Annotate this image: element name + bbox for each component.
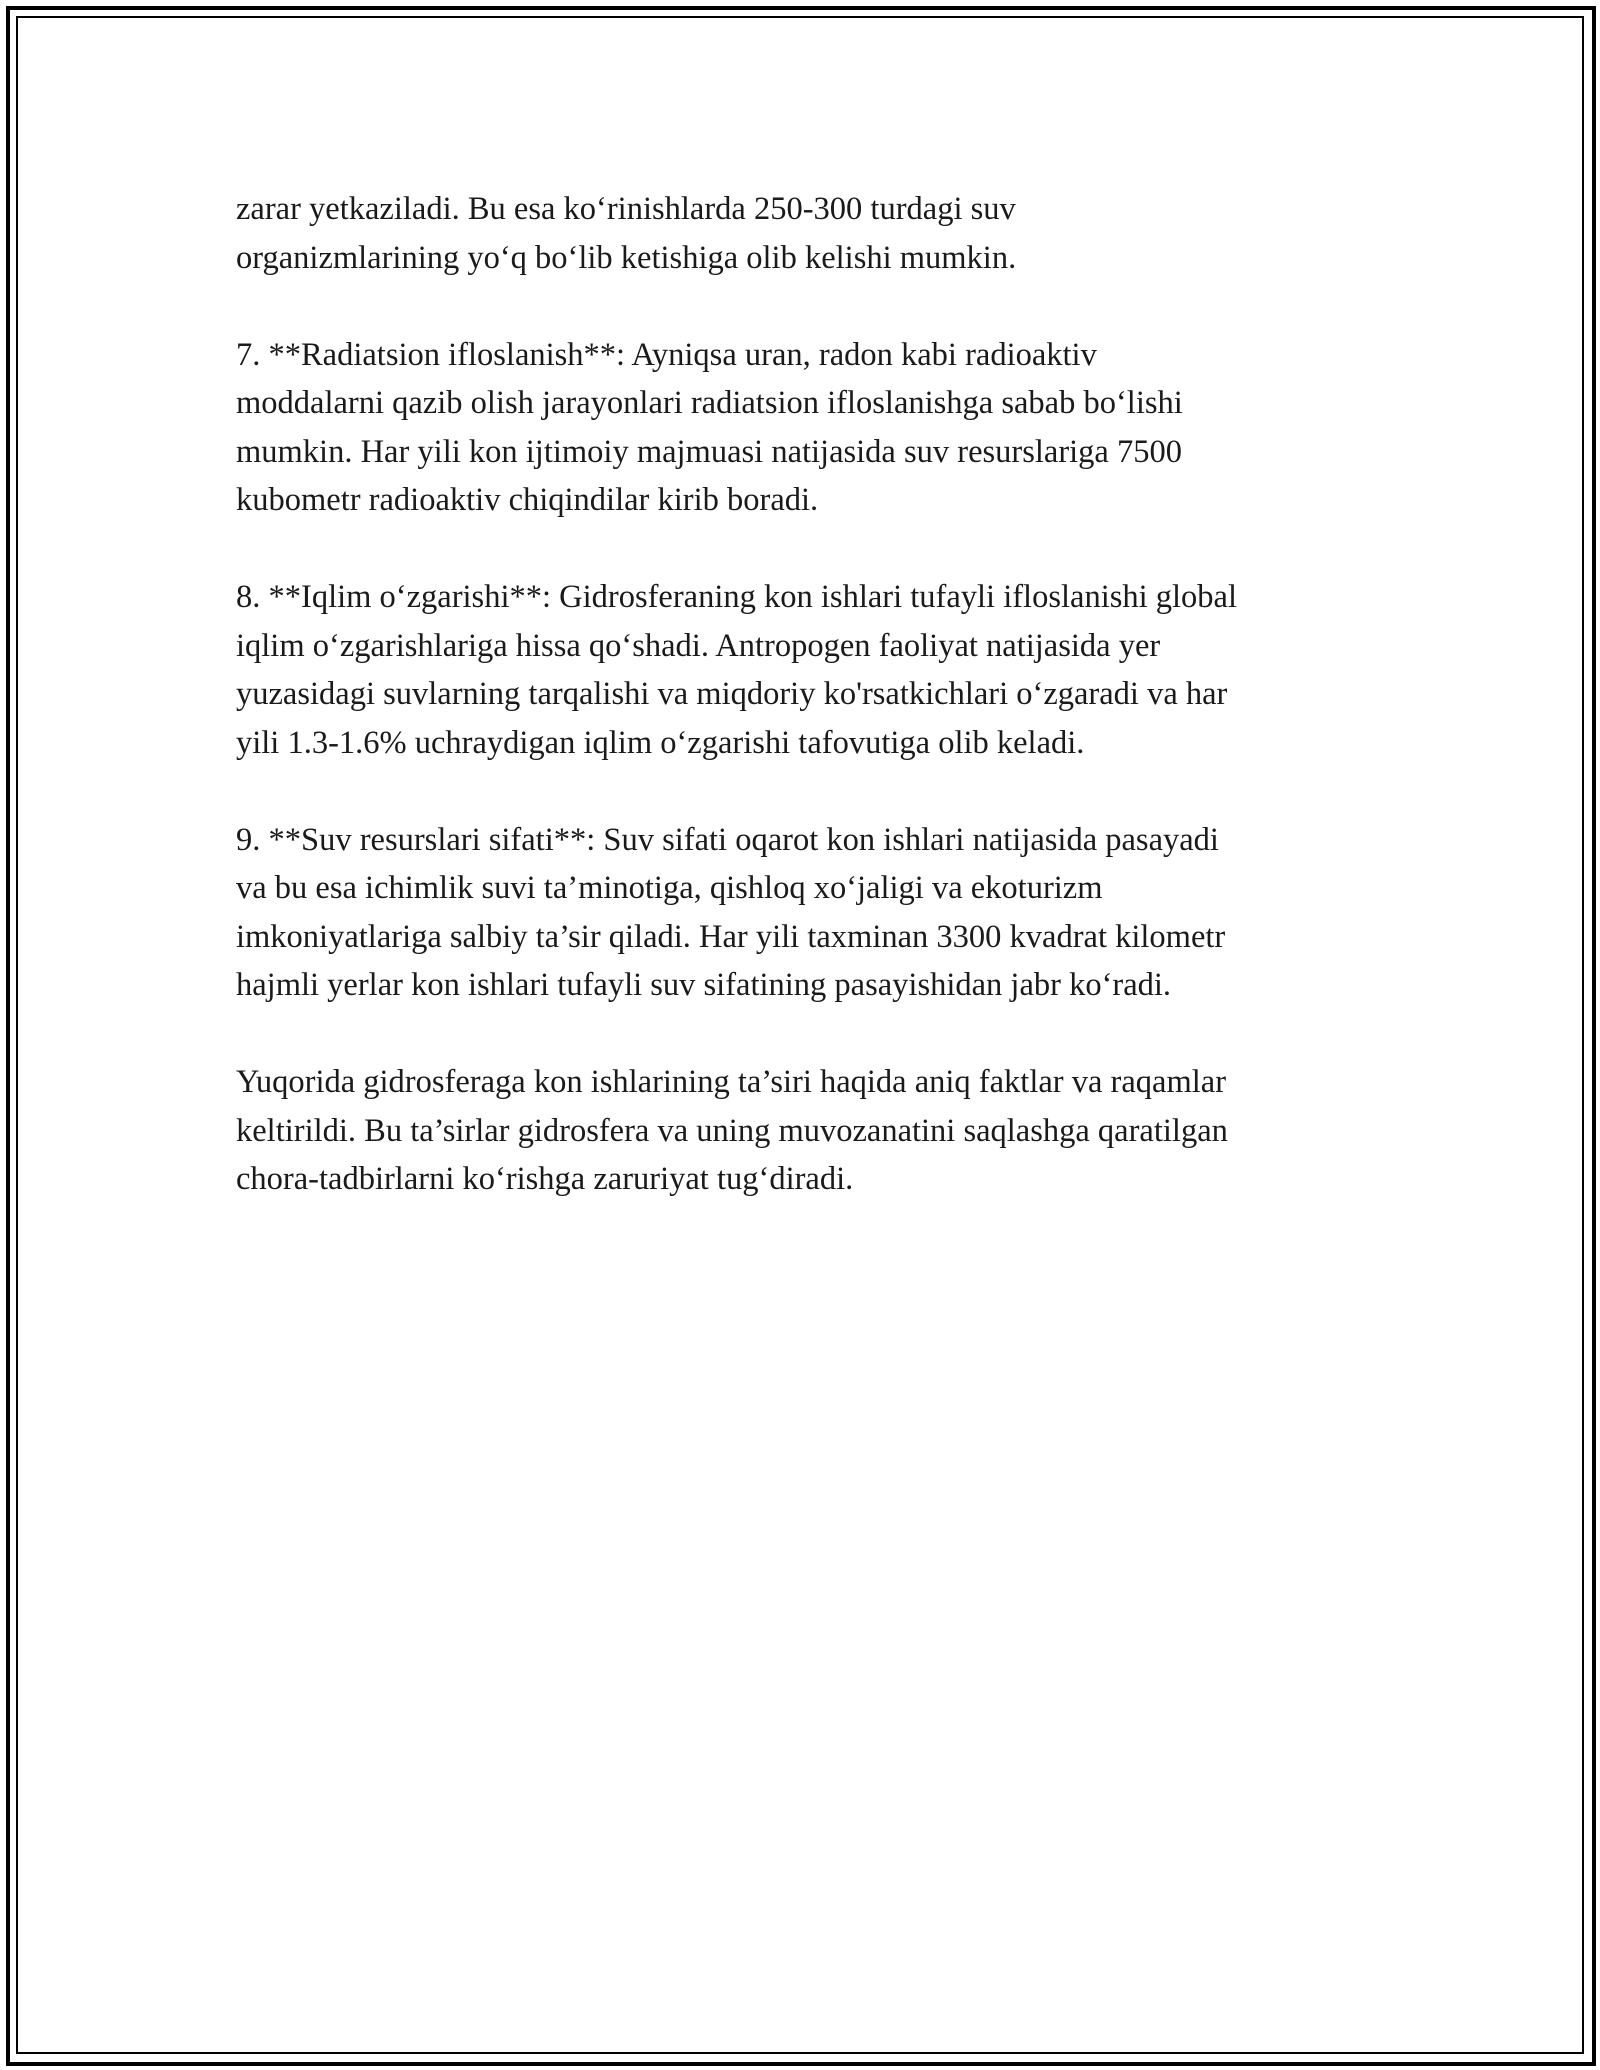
text-line: Yuqorida gidrosferaga kon ishlarining ta’siri haqida aniq faktlar va raqamlar [236, 1064, 1227, 1100]
paragraph-continuation [236, 185, 1376, 282]
paragraph-item-7 [236, 331, 1376, 525]
paragraph-conclusion [236, 1058, 1376, 1204]
paragraph-item-8 [236, 573, 1376, 767]
text-line: imkoniyatlariga salbiy ta’sir qiladi. Har yili taxminan 3300 kvadrat kilometr [236, 918, 1226, 955]
text-line: moddalarni qazib olish jarayonlari radiatsion ifloslanishga sabab bo‘lishi [236, 385, 1183, 421]
text-line: 9. **Suv resurslari sifati**: Suv sifati oqarot kon ishlari natijasida pasayadi [236, 821, 1219, 858]
text-line: yili 1.3-1.6% uchraydigan iqlim o‘zgarishi tafovutiga olib keladi. [236, 724, 1085, 761]
text-line: zarar yetkaziladi. Bu esa ko‘rinishlarda 250-300 turdagi suv [236, 191, 1016, 227]
text-line: mumkin. Har yili kon ijtimoiy majmuasi natijasida suv resurslariga 7500 [236, 433, 1182, 470]
text-line: 8. **Iqlim o‘zgarishi**: Gidrosferaning kon ishlari tufayli ifloslanishi global [236, 579, 1238, 615]
text-line: yuzasidagi suvlarning tarqalishi va miqdoriy ko'rsatkichlari o‘zgaradi va har [236, 676, 1228, 712]
text-line: organizmlarining yo‘q bo‘lib ketishiga olib kelishi mumkin. [236, 239, 1017, 276]
paragraph-item-9 [236, 816, 1376, 1010]
text-line: iqlim o‘zgarishlariga hissa qo‘shadi. Antropogen faoliyat natijasida yer [236, 627, 1161, 664]
text-line: chora-tadbirlarni ko‘rishga zaruriyat tug‘diradi. [236, 1161, 854, 1197]
document-body [236, 185, 1376, 1252]
text-line: va bu esa ichimlik suvi ta’minotiga, qishloq xo‘jaligi va ekoturizm [236, 870, 1103, 906]
text-line: 7. **Radiatsion ifloslanish**: Ayniqsa uran, radon kabi radioaktiv [236, 336, 1097, 373]
text-line: hajmli yerlar kon ishlari tufayli suv sifatining pasayishidan jabr ko‘radi. [236, 967, 1172, 1003]
text-line: kubometr radioaktiv chiqindilar kirib boradi. [236, 482, 819, 518]
text-line: keltirildi. Bu ta’sirlar gidrosfera va uning muvozanatini saqlashga qaratilgan [236, 1112, 1228, 1149]
